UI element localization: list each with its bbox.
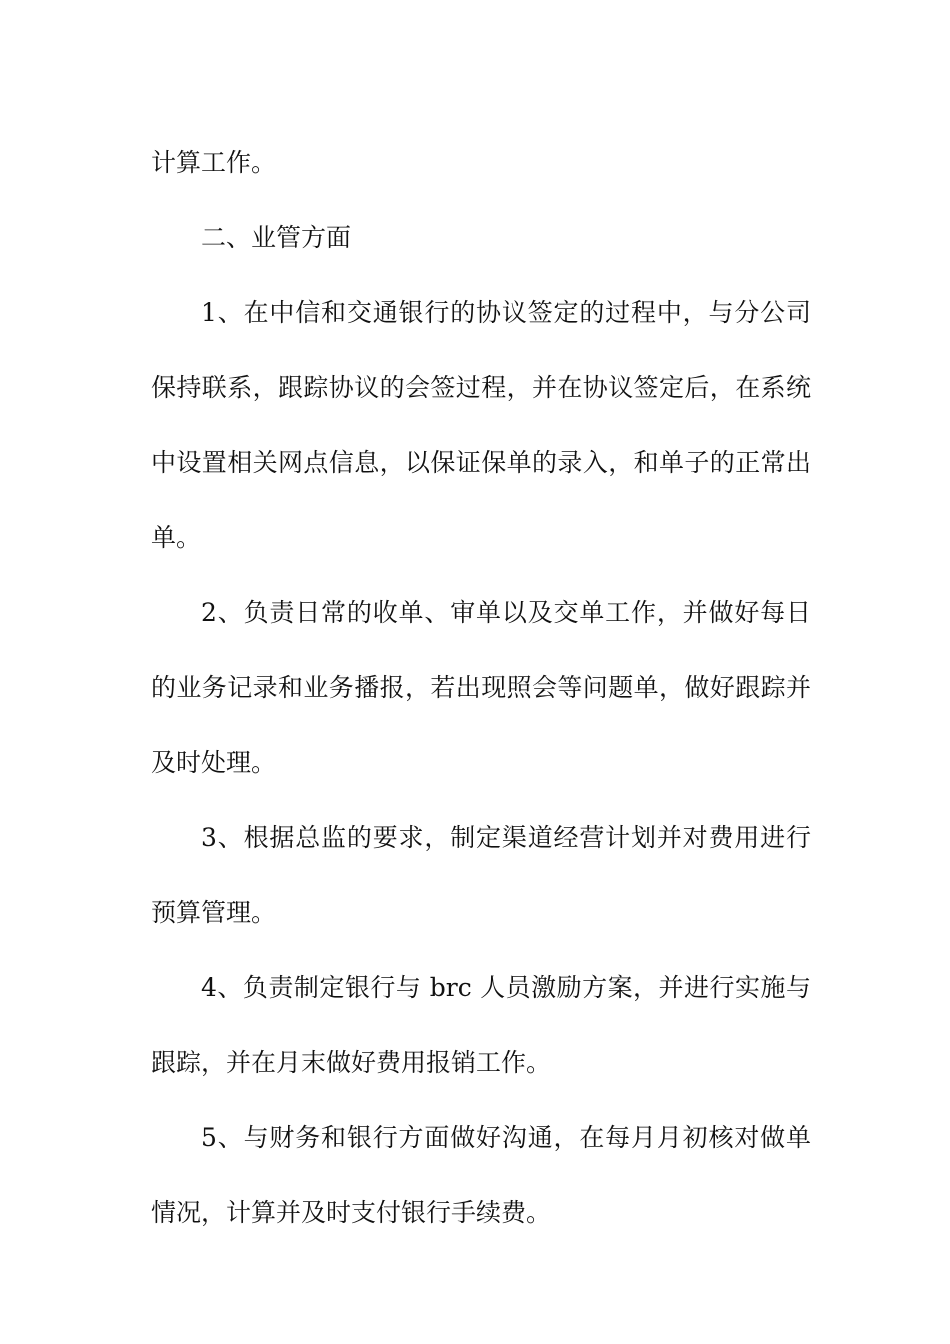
section-heading: 二、业管方面 xyxy=(201,223,352,252)
paragraph-item-5: 5、与财务和银行方面做好沟通，在每月月初核对做单情况，计算并及时支付银行手续费。 xyxy=(151,1123,811,1227)
document-body xyxy=(151,125,811,1250)
paragraph-item-3: 3、根据总监的要求，制定渠道经营计划并对费用进行预算管理。 xyxy=(151,823,811,927)
paragraph-continuation: 计算工作。 xyxy=(151,148,277,177)
paragraph-item-4: 4、负责制定银行与 brc 人员激励方案，并进行实施与跟踪，并在月末做好费用报销工作。 xyxy=(151,973,811,1077)
paragraph-item-2: 2、负责日常的收单、审单以及交单工作，并做好每日的业务记录和业务播报，若出现照会等问题单，做好跟踪并及时处理。 xyxy=(151,598,811,777)
paragraph-item-1: 1、在中信和交通银行的协议签定的过程中，与分公司保持联系，跟踪协议的会签过程，并在协议签定后，在系统中设置相关网点信息，以保证保单的录入，和单子的正常出单。 xyxy=(151,298,811,552)
